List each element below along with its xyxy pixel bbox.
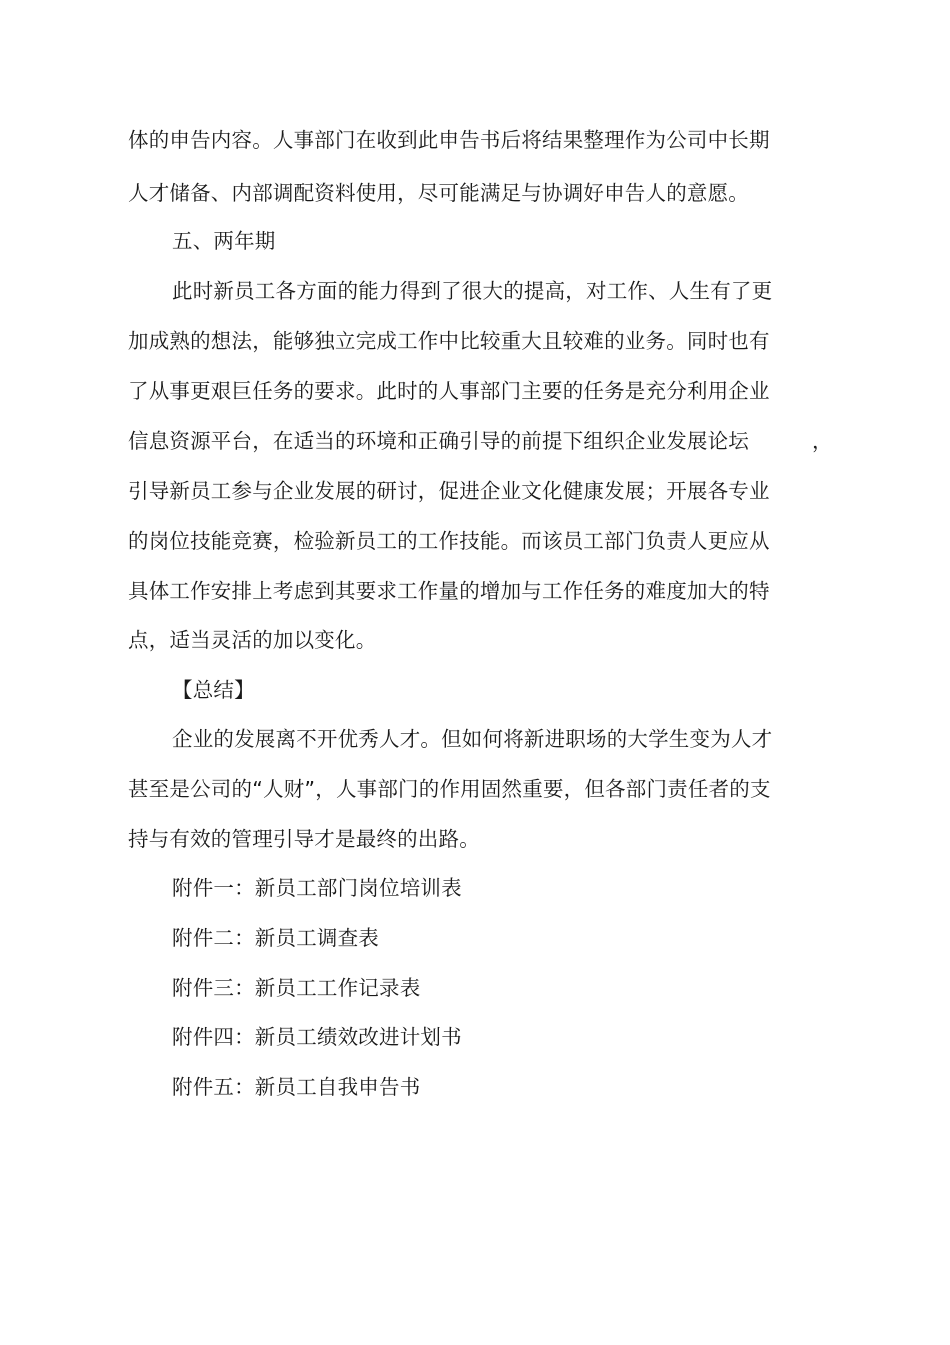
section-heading-two-year: 五、两年期 [172, 229, 276, 253]
attachment-item-5: 附件五：新员工自我申告书 [172, 1075, 421, 1099]
paragraph-line: 体的申告内容。人事部门在收到此申告书后将结果整理作为公司中长期 [128, 128, 770, 152]
paragraph-line: 加成熟的想法，能够独立完成工作中比较重大且较难的业务。同时也有 [128, 329, 770, 353]
paragraph-line: 企业的发展离不开优秀人才。但如何将新进职场的大学生变为人才 [172, 727, 773, 751]
paragraph-line: 的岗位技能竞赛，检验新员工的工作技能。而该员工部门负责人更应从 [128, 529, 770, 553]
paragraph-line: 持与有效的管理引导才是最终的出路。 [128, 827, 480, 851]
attachment-item-2: 附件二：新员工调查表 [172, 926, 379, 950]
paragraph-line: 点，适当灵活的加以变化。 [128, 628, 377, 652]
attachment-item-1: 附件一：新员工部门岗位培训表 [172, 876, 462, 900]
paragraph-line: 了从事更艰巨任务的要求。此时的人事部门主要的任务是充分利用企业 [128, 379, 770, 403]
paragraph-line: 甚至是公司的“人财”，人事部门的作用固然重要，但各部门责任者的支 [128, 777, 771, 801]
section-heading-summary: 【总结】 [172, 678, 255, 702]
paragraph-line: 引导新员工参与企业发展的研讨，促进企业文化健康发展；开展各专业 [128, 479, 770, 503]
paragraph-line: 具体工作安排上考虑到其要求工作量的增加与工作任务的难度加大的特 [128, 579, 770, 603]
attachment-item-4: 附件四：新员工绩效改进计划书 [172, 1025, 462, 1049]
attachment-item-3: 附件三：新员工工作记录表 [172, 976, 421, 1000]
paragraph-line: 信息资源平台，在适当的环境和正确引导的前提下组织企业发展论坛 [128, 429, 749, 453]
stray-comma: ， [812, 429, 833, 453]
paragraph-line: 此时新员工各方面的能力得到了很大的提高，对工作、人生有了更 [172, 279, 773, 303]
paragraph-line: 人才储备、内部调配资料使用，尽可能满足与协调好申告人的意愿。 [128, 181, 749, 205]
